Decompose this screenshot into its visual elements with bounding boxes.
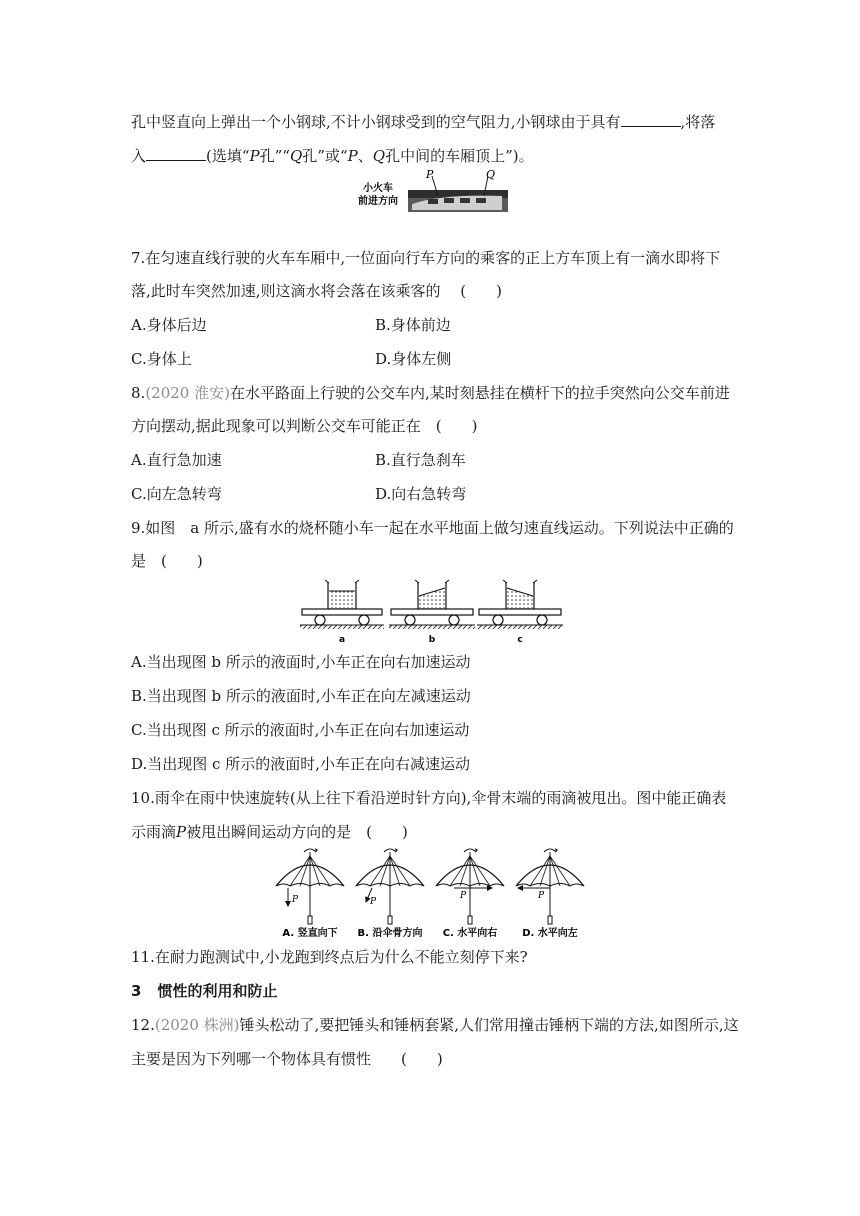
- section-title: 惯性的利用和防止: [157, 982, 278, 1000]
- beaker-cart-figure: [298, 574, 564, 644]
- umbrella-a: [276, 848, 344, 924]
- cart-c: [477, 580, 563, 644]
- umbrella-c-p: P: [460, 891, 467, 901]
- q6-text-a: 孔中竖直向上弹出一个小钢球,不计小钢球受到的空气阻力,小钢球由于具有: [131, 113, 621, 131]
- q7-option-a: A.身体后边: [131, 316, 207, 334]
- q6-text-c: 入: [131, 147, 147, 165]
- q6-text-d: (选填“: [206, 147, 250, 165]
- q6-text-e: 孔”“: [259, 147, 290, 165]
- q12-line-1: [131, 1015, 739, 1035]
- train-side-label-1: 小火车: [363, 183, 393, 194]
- q8-option-b: B.直行急刹车: [375, 451, 466, 469]
- q6-var-p: P: [249, 147, 260, 165]
- q10-line-1: 10.雨伞在雨中快速旋转(从上往下看沿逆时针方向),伞骨末端的雨滴被甩出。图中能正确表: [131, 789, 727, 807]
- cart-a: [300, 580, 384, 644]
- train-photo-illustration: [352, 170, 508, 212]
- umbrella-b-p: P: [370, 897, 377, 907]
- q9-line-2: 是 ( ): [131, 552, 203, 570]
- q6-blank-1: [621, 112, 681, 127]
- q8-line-2: 方向摆动,据此现象可以判断公交车可能正在 ( ): [131, 417, 478, 435]
- q9-option-c: C.当出现图 c 所示的液面时,小车正在向右加速运动: [131, 721, 470, 739]
- q7-line-2: 落,此时车突然加速,则这滴水将会落在该乘客的 ( ): [131, 282, 503, 300]
- q8-text: 在水平路面上行驶的公交车内,某时刻悬挂在横杆下的拉手突然向公交车前进: [229, 384, 730, 402]
- q7-option-d: D.身体左侧: [375, 350, 452, 368]
- umbrella-caption-c: C. 水平向右: [442, 928, 498, 939]
- q9-option-d: D.当出现图 c 所示的液面时,小车正在向右减速运动: [131, 755, 470, 773]
- beaker-cart-diagram: [298, 574, 564, 644]
- train-window-3: [460, 198, 470, 203]
- q10-text-b: 被甩出瞬间运动方向的是 ( ): [186, 823, 408, 841]
- q10-var-p: P: [176, 823, 187, 841]
- hole-p-label: P: [426, 170, 434, 181]
- hole-q-label: Q: [486, 170, 496, 181]
- q8-line-1: [131, 383, 730, 403]
- q9-line-1: 9.如图 a 所示,盛有水的烧杯随小车一起在水平地面上做匀速直线运动。下列说法中正确的: [131, 519, 734, 537]
- umbrella-d: [516, 848, 584, 924]
- q11-line-1: 11.在耐力跑测试中,小龙跑到终点后为什么不能立刻停下来?: [131, 948, 528, 966]
- q6-text-f: 孔”或“: [302, 147, 348, 165]
- umbrella-caption-a: A. 竖直向下: [282, 928, 338, 939]
- umbrella-diagram: [272, 844, 588, 940]
- section-number: 3: [131, 982, 142, 1000]
- train-window-4: [476, 198, 486, 203]
- train-figure: [352, 170, 508, 212]
- umbrella-figure: [272, 844, 588, 940]
- q8-option-d: D.向右急转弯: [375, 485, 467, 503]
- cart-b: [389, 580, 475, 644]
- train-window-2: [444, 198, 454, 203]
- fig-label-b: b: [428, 635, 436, 644]
- q8-option-a: A.直行急加速: [131, 451, 222, 469]
- umbrella-d-p: P: [538, 891, 545, 901]
- q9-option-b: B.当出现图 b 所示的液面时,小车正在向左减速运动: [131, 687, 471, 705]
- q6-var-q: Q: [289, 147, 303, 165]
- q6-blank-2: [146, 146, 206, 161]
- train-window-1: [428, 199, 438, 204]
- q8-option-c: C.向左急转弯: [131, 485, 222, 503]
- umbrella-c: [436, 848, 504, 924]
- q8-source: (2020 淮安): [145, 384, 230, 402]
- q7-line-1: 7.在匀速直线行驶的火车车厢中,一位面向行车方向的乘客的正上方车顶上有一滴水即将下: [131, 249, 721, 267]
- q12-number: 12.: [131, 1016, 155, 1034]
- umbrella-b: [356, 848, 424, 924]
- umbrella-caption-d: D. 水平向左: [522, 928, 578, 939]
- q12-line-2: 主要是因为下列哪一个物体具有惯性 ( ): [131, 1050, 443, 1068]
- umbrella-a-p: P: [292, 895, 299, 905]
- q7-option-b: B.身体前边: [375, 316, 451, 334]
- q6-text-h: 孔中间的车厢顶上”)。: [385, 147, 534, 165]
- q12-source: (2020 株洲): [154, 1016, 240, 1034]
- train-side-label-2: 前进方向: [358, 196, 398, 207]
- section-3-heading: [131, 981, 277, 1001]
- q10-text-a: 示雨滴: [131, 823, 177, 841]
- q10-line-2: [131, 822, 408, 842]
- q6-text-g: 、: [357, 147, 373, 165]
- q12-text: 锤头松动了,要把锤头和锤柄套紧,人们常用撞击锤柄下端的方法,如图所示,这: [239, 1016, 739, 1034]
- q6-text-b: ,将落: [680, 113, 716, 131]
- q7-option-c: C.身体上: [131, 350, 192, 368]
- q9-option-a: A.当出现图 b 所示的液面时,小车正在向右加速运动: [131, 653, 471, 671]
- fig-label-a: a: [338, 635, 346, 644]
- q6-var-p2: P: [347, 147, 358, 165]
- fig-label-c: c: [517, 635, 523, 644]
- umbrella-caption-b: B. 沿伞骨方向: [357, 928, 423, 939]
- q6-line-2: [131, 146, 534, 166]
- q8-number: 8.: [131, 384, 146, 402]
- q6-var-q2: Q: [372, 147, 386, 165]
- q6-line-1: [131, 112, 715, 132]
